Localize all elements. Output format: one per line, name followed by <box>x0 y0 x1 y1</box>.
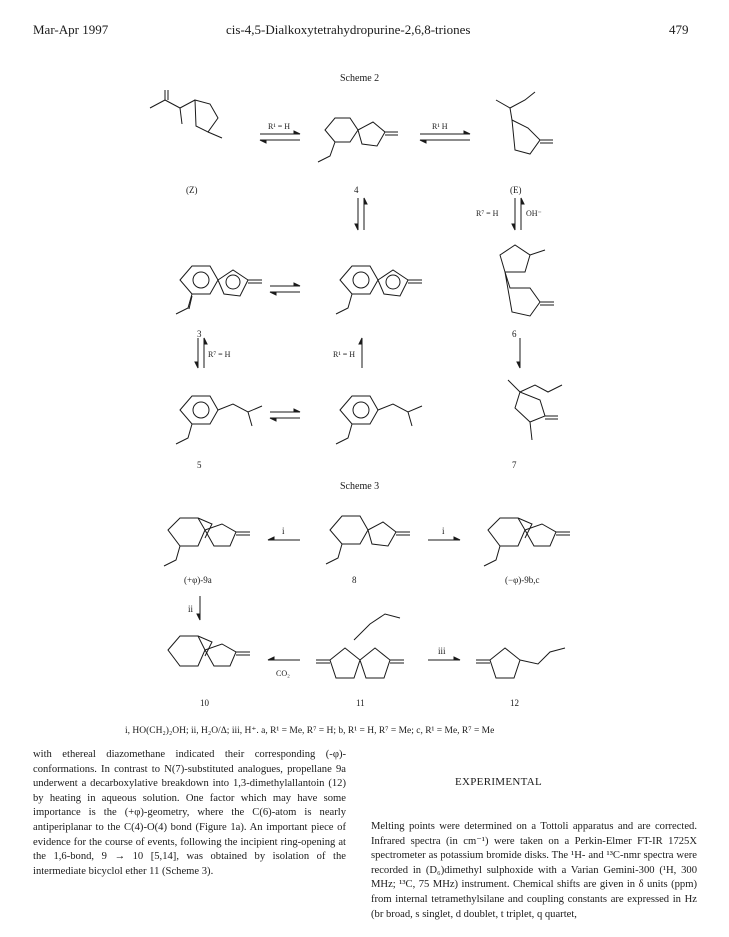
scheme3-arrows <box>197 537 460 660</box>
header-journal-date: Mar-Apr 1997 <box>33 22 109 37</box>
label-6: 6 <box>512 329 517 339</box>
label-4: 4 <box>354 185 359 195</box>
arrow-label-ii: ii <box>188 604 194 614</box>
arrow-label-r1h-right: R¹ H <box>432 122 448 131</box>
label-z: (Z) <box>186 185 198 195</box>
header-running-title: cis-4,5-Dialkoxytetrahydropurine-2,6,8-triones <box>226 22 471 37</box>
structure-9a <box>164 518 250 566</box>
scheme3-labels <box>184 526 540 708</box>
label-9bc: (−φ)-9b,c <box>505 575 540 585</box>
arrow-label-r1h-left: R¹ = H <box>268 122 291 131</box>
scheme3-structures <box>164 516 570 678</box>
arrow-label-r1h-up: R¹ = H <box>333 350 356 359</box>
structure-4 <box>318 118 398 162</box>
scheme2-title: Scheme 2 <box>340 73 380 84</box>
structure-8 <box>326 516 410 564</box>
label-11: 11 <box>356 698 365 708</box>
label-12: 12 <box>510 698 519 708</box>
label-3: 3 <box>197 329 202 339</box>
experimental-heading: EXPERIMENTAL <box>455 776 543 788</box>
scheme3-title: Scheme 3 <box>340 481 380 492</box>
arrow-label-i-right: i <box>442 526 445 536</box>
body-right-paragraph: Melting points were determined on a Tottoli apparatus and are corrected. Infrared spectra (in cm⁻¹) were taken on a Perkin-Elmer FT-IR 1725X spectrometer as potassium bromide disks. The ¹H- and ¹³C-nmr spectra were recorded in (D₆)dimethyl sulphoxide with a Varian Gemini-300 (¹H, 300 MHz; ¹³C, 75 MHz) instrument. Chemical shifts are given in δ units (ppm) from internal tetramethylsilane and coupling constants are expressed in Hz (br broad, s singlet, d doublet, t triplet, q quartet, <box>371 821 697 920</box>
scheme2-arrows <box>195 131 524 421</box>
label-e: (E) <box>510 185 522 195</box>
structure-3 <box>176 266 262 314</box>
label-8: 8 <box>352 575 357 585</box>
structure-5-ionized <box>336 396 422 444</box>
structure-12 <box>476 648 565 678</box>
structure-3-ionized <box>336 266 422 314</box>
structure-5 <box>176 396 262 444</box>
structure-9bc <box>484 518 570 566</box>
arrow-label-i-left: i <box>282 526 285 536</box>
arrow-label-oh: OH⁻ <box>526 209 542 218</box>
structure-e <box>496 92 553 154</box>
body-left-paragraph: with ethereal diazomethane indicated their corresponding (-φ)-conformations. In contrast to N(7)-substituted analogues, propellane 9a underwent a decarboxylative breakdown into 1,3-dimethylallantoin (12) by heating in aqueous solution. One factor which may have some importance is the (+φ)-geometry, where the C(6)-atom is nearly antiperiplanar to the C(4)-O(4) bond (Figure 1a). An important piece of evidence for the course of events, following the incipient ring-opening at the 1,6-bond, 9 → 10 [5,14], was obtained by isolation of the intermediate bicyclol ether 11 (Scheme 3). <box>33 749 346 877</box>
header-page-number: 479 <box>669 22 689 37</box>
label-9a: (+φ)-9a <box>184 575 212 585</box>
body-left-column <box>33 748 346 879</box>
structure-10 <box>168 636 250 666</box>
label-7: 7 <box>512 460 517 470</box>
arrow-label-r7h-down: R⁷ = H <box>208 350 231 359</box>
arrow-label-r7h: R⁷ = H <box>476 209 499 218</box>
structure-6 <box>500 245 554 316</box>
structure-11 <box>316 614 404 678</box>
scheme2-structures <box>150 90 562 444</box>
structure-z <box>150 90 222 138</box>
arrow-label-co2: CO₂ <box>276 669 290 678</box>
body-right-column <box>371 820 697 922</box>
structure-7 <box>508 380 562 440</box>
label-5: 5 <box>197 460 202 470</box>
scheme3-footnote: i, HO(CH₂)₂OH; ii, H₂O/Δ; iii, H⁺. a, R¹ = Me, R⁷ = H; b, R¹ = H, R⁷ = Me; c, R¹ = Me, R⁷ = Me <box>125 726 495 736</box>
arrow-label-iii: iii <box>438 646 446 656</box>
label-10: 10 <box>200 698 209 708</box>
